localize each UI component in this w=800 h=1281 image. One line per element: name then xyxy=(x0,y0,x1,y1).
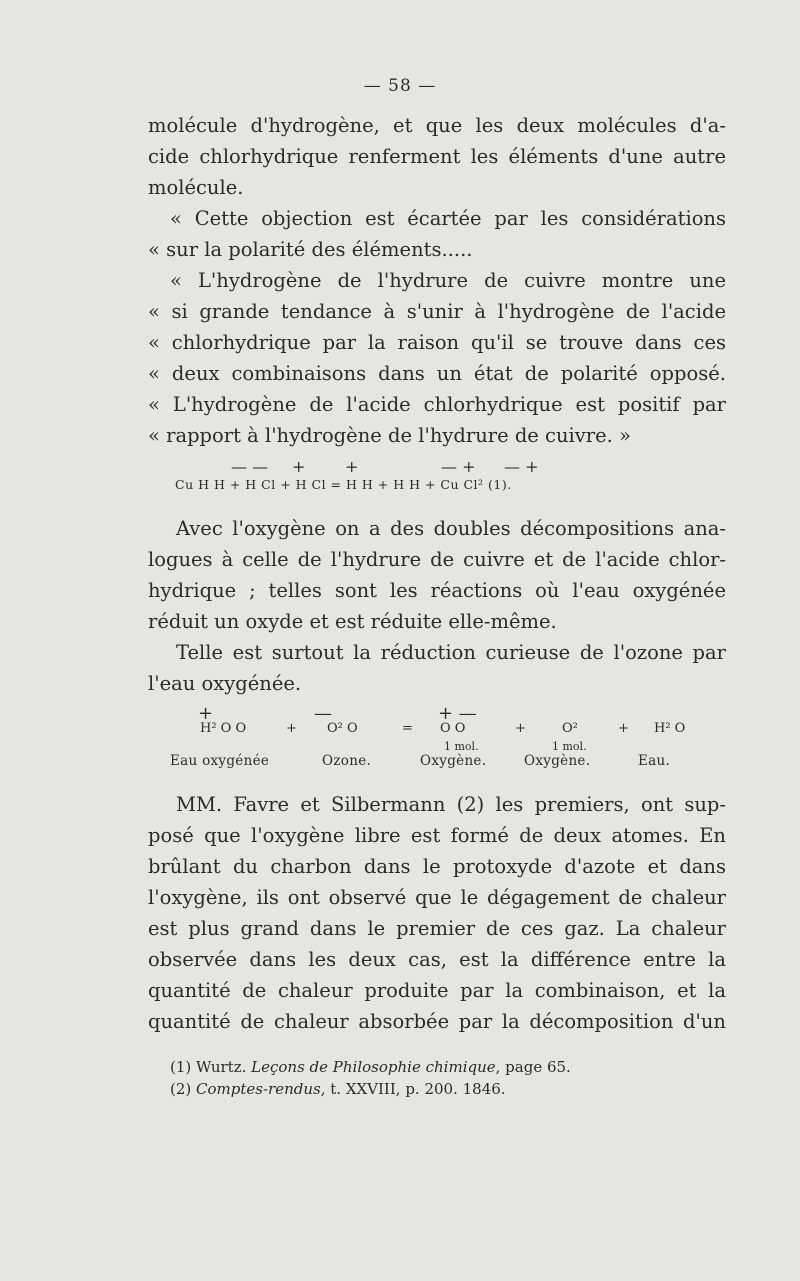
equation-term: H² O O xyxy=(200,721,247,736)
equation-term: O² xyxy=(562,721,578,736)
equation-hydrure-cuivre xyxy=(175,457,695,505)
footnote-mark: (2) xyxy=(170,1080,192,1098)
substance-name: Eau oxygénée xyxy=(170,753,270,769)
text-line: hydrique ; telles sont les réactions où l'eau oxygénée xyxy=(148,579,726,602)
equation-term: O² O xyxy=(327,721,358,736)
substance-name: Oxygène. xyxy=(420,753,487,769)
page-number: — 58 — xyxy=(363,76,437,96)
polarity-sign: + xyxy=(292,457,306,476)
equation-operator: + xyxy=(286,721,297,736)
text-line: « sur la polarité des éléments..... xyxy=(148,238,473,261)
footnote-rest: , t. XXVIII, p. 200. 1846. xyxy=(320,1080,506,1098)
footnote-title: Leçons de Philosophie chimique xyxy=(251,1058,496,1076)
text-line: observée dans les deux cas, est la différence entre la xyxy=(148,948,726,971)
text-line: réduit un oxyde et est réduite elle-même. xyxy=(148,610,557,633)
text-line: quantité de chaleur absorbée par la décomposition d'un xyxy=(148,1010,726,1033)
paragraph-block-1 xyxy=(148,110,726,451)
equation-operator: + xyxy=(515,721,526,736)
polarity-sign: + xyxy=(345,457,359,476)
substance-name: Oxygène. xyxy=(524,753,591,769)
text-line: logues à celle de l'hydrure de cuivre et de l'acide chlor- xyxy=(148,548,726,571)
polarity-sign: — — xyxy=(231,457,269,476)
molecule-count: 1 mol. xyxy=(444,740,479,753)
text-line: « L'hydrogène de l'acide chlorhydrique est positif par xyxy=(148,393,726,416)
text-line: « rapport à l'hydrogène de l'hydrure de cuivre. » xyxy=(148,424,631,447)
footnote xyxy=(170,1078,571,1100)
substance-name: Eau. xyxy=(638,753,671,769)
substance-name: Ozone. xyxy=(322,753,372,769)
text-line: Telle est surtout la réduction curieuse de l'ozone par xyxy=(176,641,726,664)
footnote-title: Comptes-rendus xyxy=(196,1080,321,1098)
text-line: cide chlorhydrique renferment les éléments d'une autre xyxy=(148,145,726,168)
footnote-author: Wurtz. xyxy=(196,1058,247,1076)
text-line: « L'hydrogène de l'hydrure de cuivre montre une xyxy=(170,269,726,292)
text-line: « chlorhydrique par la raison qu'il se trouve dans ces xyxy=(148,331,726,354)
footnotes xyxy=(170,1056,571,1100)
polarity-sign: — + xyxy=(441,457,476,476)
polarity-sign: + xyxy=(198,703,214,724)
polarity-sign: — + xyxy=(504,457,539,476)
text-line: « deux combinaisons dans un état de polarité opposé. xyxy=(148,362,726,385)
equation-term: H² O xyxy=(654,721,686,736)
text-line: quantité de chaleur produite par la combinaison, et la xyxy=(148,979,726,1002)
footnote xyxy=(170,1056,571,1078)
footnote-rest: , page 65. xyxy=(495,1058,571,1076)
equation-operator: = xyxy=(402,721,413,736)
equation-operator: + xyxy=(618,721,629,736)
polarity-signs xyxy=(175,457,695,475)
paragraph-block-2 xyxy=(148,513,726,699)
text-line: « Cette objection est écartée par les considérations xyxy=(170,207,726,230)
polarity-sign: — xyxy=(314,703,332,724)
paragraph-block-3 xyxy=(148,789,726,1037)
equation-ozone xyxy=(170,703,690,773)
text-line: l'oxygène, ils ont observé que le dégagement de chaleur xyxy=(148,886,726,909)
text-line: molécule d'hydrogène, et que les deux molécules d'a- xyxy=(148,114,726,137)
text-line: molécule. xyxy=(148,176,244,199)
footnote-mark: (1) xyxy=(170,1058,192,1076)
text-line: Avec l'oxygène on a des doubles décompositions ana- xyxy=(176,517,726,540)
equation-term: O O xyxy=(440,721,466,736)
molecule-count: 1 mol. xyxy=(552,740,587,753)
text-line: brûlant du charbon dans le protoxyde d'azote et dans xyxy=(148,855,726,878)
text-line: posé que l'oxygène libre est formé de deux atomes. En xyxy=(148,824,726,847)
text-line: l'eau oxygénée. xyxy=(148,672,302,695)
text-line: MM. Favre et Silbermann (2) les premiers, ont sup- xyxy=(176,793,726,816)
polarity-sign: + — xyxy=(438,703,477,724)
text-line: est plus grand dans le premier de ces gaz. La chaleur xyxy=(148,917,726,940)
equation-line: Cu H H + H Cl + H Cl = H H + H H + Cu Cl² (1). xyxy=(175,477,512,492)
text-line: « si grande tendance à s'unir à l'hydrogène de l'acide xyxy=(148,300,726,323)
